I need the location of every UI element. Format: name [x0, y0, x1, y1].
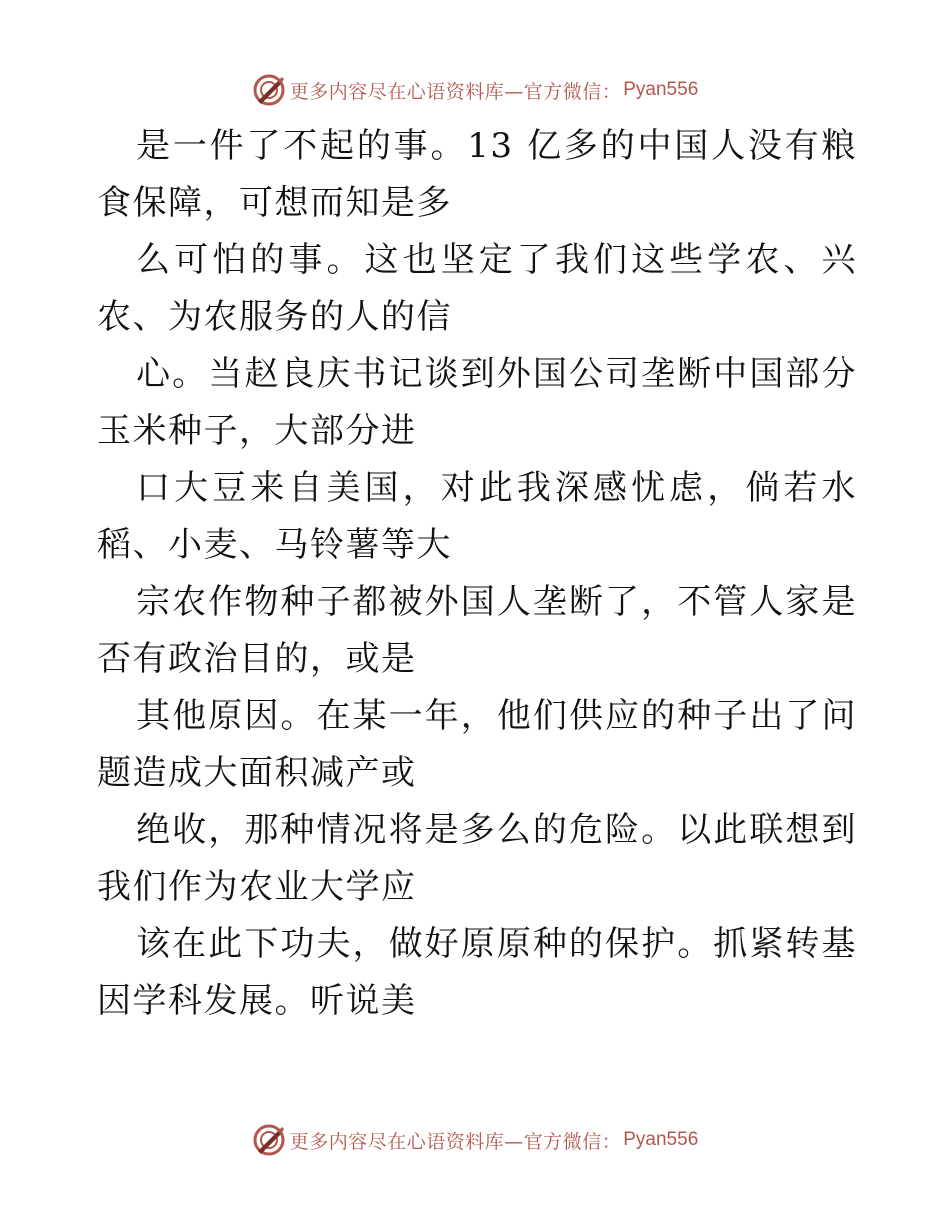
paragraph: 么可怕的事。这也坚定了我们这些学农、兴农、为农服务的人的信: [97, 240, 857, 337]
paragraph: 心。当赵良庆书记谈到外国公司垄断中国部分玉米种子，大部分进: [97, 354, 857, 451]
paragraph: 口大豆来自美国，对此我深感忧虑，倘若水稻、小麦、马铃薯等大: [97, 468, 857, 565]
header-banner: [0, 70, 950, 110]
pen-logo-icon: [252, 73, 286, 107]
paragraph: 宗农作物种子都被外国人垄断了，不管人家是否有政治目的，或是: [97, 582, 857, 679]
paragraph: 是一件了不起的事。13 亿多的中国人没有粮食保障，可想而知是多: [97, 126, 857, 223]
header-banner-text: 更多内容尽在心语资料库—官方微信：: [289, 80, 622, 103]
header-wechat-id: Pyan556: [623, 79, 699, 100]
paragraph: 该在此下功夫，做好原原种的保护。抓紧转基因学科发展。听说美: [97, 924, 857, 1021]
footer-banner-text: 更多内容尽在心语资料库—官方微信：: [289, 1130, 622, 1153]
footer-wechat-id: Pyan556: [623, 1129, 699, 1150]
pen-logo-icon: [252, 1123, 286, 1157]
paragraph: 绝收，那种情况将是多么的危险。以此联想到我们作为农业大学应: [97, 810, 857, 907]
document-body: [97, 118, 857, 1030]
paragraph: 其他原因。在某一年，他们供应的种子出了问题造成大面积减产或: [97, 696, 857, 793]
footer-banner: [0, 1120, 950, 1160]
